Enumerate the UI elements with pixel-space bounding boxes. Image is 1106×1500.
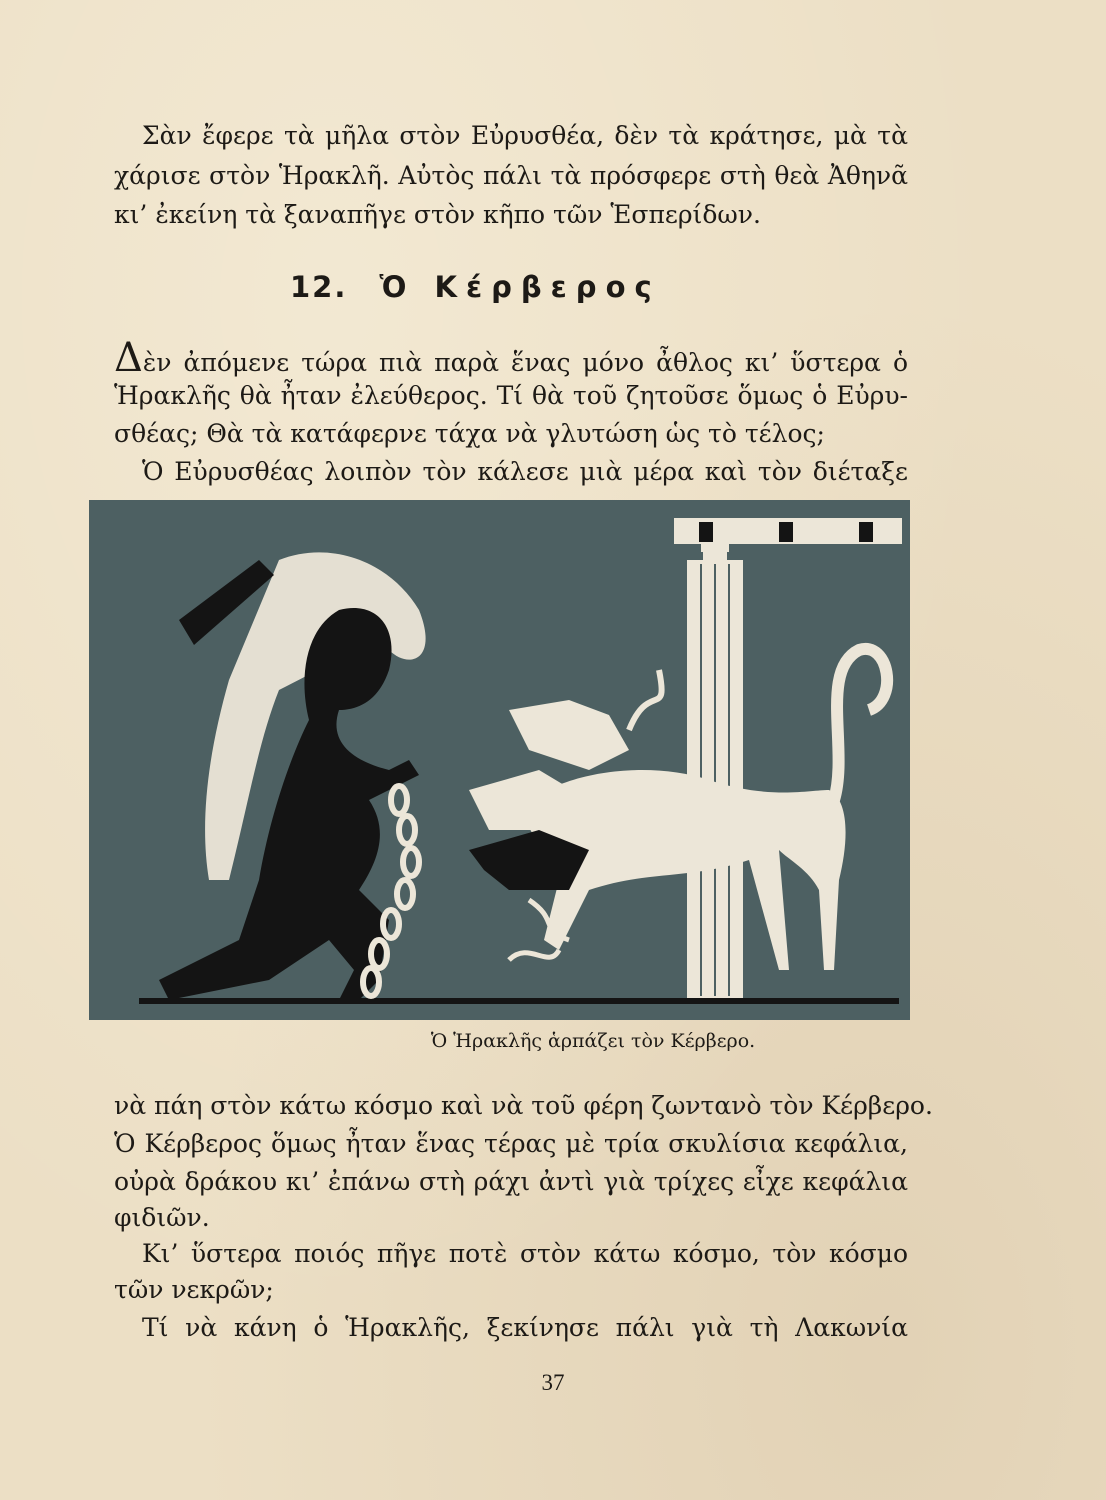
text-line: Τί νὰ κάνη ὁ Ἡρακλῆς, ξεκίνησε πάλι γιὰ τὴ Λακωνία xyxy=(142,1313,908,1342)
section-heading xyxy=(290,270,661,304)
text-span: ὲν ἀπόμενε τώρα πιὰ παρὰ ἕνας μόνο ἆθλος κι’ ὕστερα ὁ xyxy=(142,348,908,377)
text-line: κι’ ἐκείνη τὰ ξαναπῆγε στὸν κῆπο τῶν Ἑσπερίδων. xyxy=(114,200,761,229)
section-number: 12. xyxy=(290,270,348,304)
section-title: Ὁ Κέρβερος xyxy=(379,270,661,304)
drop-capital: Δ xyxy=(114,335,143,381)
text-line: οὐρὰ δράκου κι’ ἐπάνω στὴ ράχι ἀντὶ γιὰ τρίχες εἶχε κεφάλια xyxy=(114,1167,908,1196)
text-line: Ὁ Κέρβερος ὅμως ἦταν ἕνας τέρας μὲ τρία σκυλίσια κεφάλια, xyxy=(114,1129,908,1158)
figure-caption xyxy=(0,1030,1106,1052)
text-line: τῶν νεκρῶν; xyxy=(114,1275,274,1304)
page-number: 37 xyxy=(541,1370,565,1395)
text-line: νὰ πάη στὸν κάτω κόσμο καὶ νὰ τοῦ φέρη ζωντανὸ τὸν Κέρβερο. xyxy=(114,1091,933,1120)
text-line: Κι’ ὕστερα ποιός πῆγε ποτὲ στὸν κάτω κόσμο, τὸν κόσμο xyxy=(142,1239,908,1268)
text-line: Ἡρακλῆς θὰ ἦταν ἐλεύθερος. Τί θὰ τοῦ ζητοῦσε ὅμως ὁ Εὐρυ- xyxy=(114,381,908,410)
vase-illustration xyxy=(89,500,910,1020)
ground-line xyxy=(139,998,899,1004)
caption-text: Ὁ Ἡρακλῆς ἁρπάζει τὸν Κέρβερο. xyxy=(430,1030,756,1052)
text-line: σθέας; Θὰ τὰ κατάφερνε τάχα νὰ γλυτώση ὡς τὸ τέλος; xyxy=(114,419,825,448)
text-line: χάρισε στὸν Ἡρακλῆ. Αὐτὸς πάλι τὰ πρόσφερε στὴ θεὰ Ἀθηνᾶ xyxy=(114,161,908,190)
text-line: φιδιῶν. xyxy=(114,1203,210,1232)
text-line: Ὁ Εὐρυσθέας λοιπὸν τὸν κάλεσε μιὰ μέρα καὶ τὸν διέταξε xyxy=(142,457,908,486)
text-line: Σὰν ἔφερε τὰ μῆλα στὸν Εὐρυσθέα, δὲν τὰ κράτησε, μὰ τὰ xyxy=(142,121,908,150)
text-line xyxy=(114,335,908,381)
